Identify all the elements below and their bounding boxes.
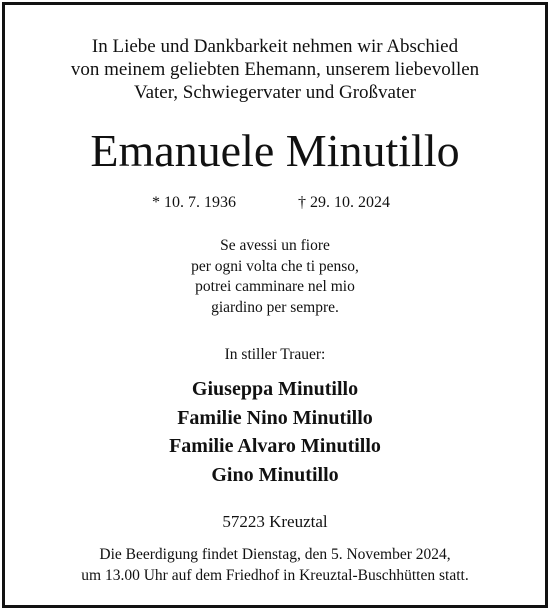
intro-line: Vater, Schwiegervater und Großvater bbox=[133, 82, 416, 103]
funeral-line: Die Beerdigung findet Dienstag, den 5. November 2024, bbox=[99, 546, 451, 563]
intro-line: von meinem geliebten Ehemann, unserem liebevollen bbox=[70, 59, 480, 80]
poem-verse bbox=[5, 236, 545, 318]
mourner-name: Familie Nino Minutillo bbox=[177, 406, 373, 429]
poem-line: giardino per sempre. bbox=[211, 298, 339, 316]
mourner-name: Familie Alvaro Minutillo bbox=[169, 435, 381, 457]
birth-date: * 10. 7. 1936 bbox=[152, 194, 236, 211]
location-text: 57223 Kreuztal bbox=[222, 512, 328, 531]
poem-line: per ogni volta che ti penso, bbox=[191, 257, 359, 275]
mourning-label: In stiller Trauer: bbox=[224, 346, 326, 363]
deceased-name: Emanuele Minutillo bbox=[90, 125, 460, 176]
mourners-list bbox=[5, 375, 545, 489]
life-dates bbox=[5, 191, 545, 215]
poem-line: Se avessi un fiore bbox=[220, 237, 330, 254]
intro-text bbox=[5, 35, 545, 104]
intro-line: In Liebe und Dankbarkeit nehmen wir Abschied bbox=[91, 36, 459, 57]
poem-line: potrei camminare nel mio bbox=[195, 278, 355, 295]
mourner-name: Gino Minutillo bbox=[211, 463, 339, 486]
funeral-line: um 13.00 Uhr auf dem Friedhof in Kreuztal-Buschhütten statt. bbox=[81, 567, 469, 584]
obituary-notice bbox=[2, 2, 548, 608]
death-date: † 29. 10. 2024 bbox=[298, 194, 390, 211]
funeral-info bbox=[5, 544, 545, 586]
mourner-name: Giuseppa Minutillo bbox=[191, 378, 359, 400]
